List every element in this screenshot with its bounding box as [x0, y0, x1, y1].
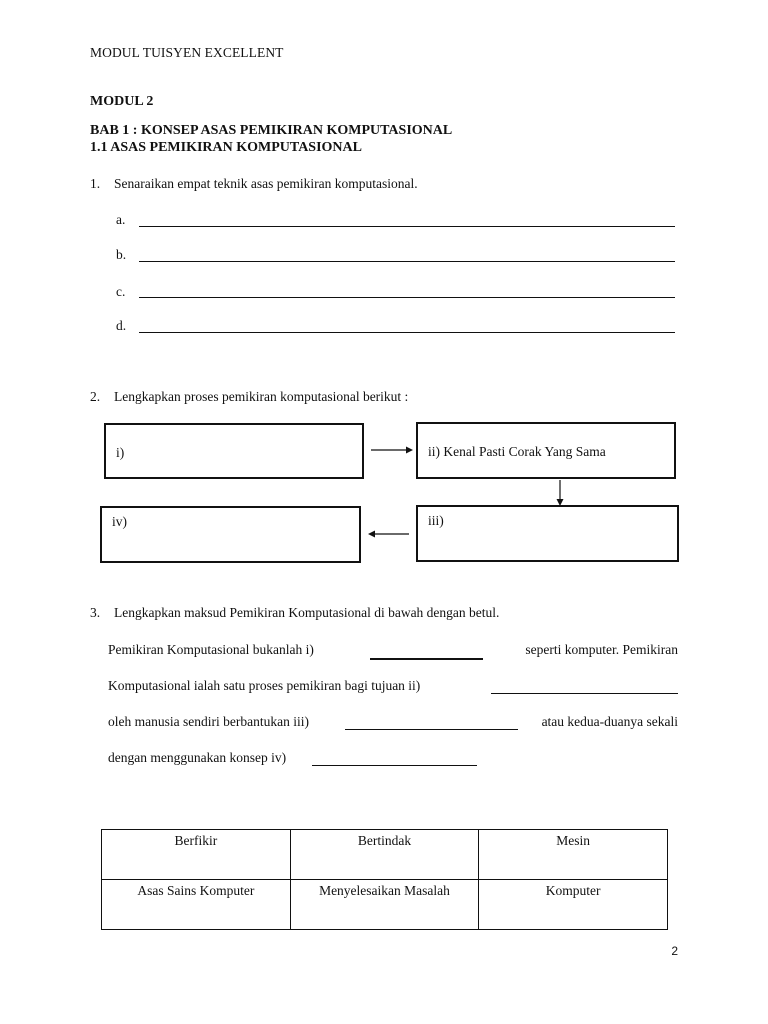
q1-text: Senaraikan empat teknik asas pemikiran komputasional. [114, 176, 418, 191]
q1-item-b-label: b. [116, 247, 127, 262]
chapter-title: BAB 1 : KONSEP ASAS PEMIKIRAN KOMPUTASIONAL [90, 123, 453, 138]
q3-blank-iv[interactable] [312, 753, 477, 766]
module-title: MODUL 2 [90, 94, 154, 109]
q3-line4-part1: dengan menggunakan konsep iv) [108, 750, 287, 765]
word-bank-table [101, 829, 668, 930]
q3-text: Lengkapkan maksud Pemikiran Komputasional di bawah dengan betul. [114, 605, 500, 620]
process-box-4-label: iv) [112, 514, 127, 529]
arrow-right-icon [371, 447, 413, 454]
q3-blank-ii[interactable] [491, 681, 678, 694]
q3-number: 3. [90, 605, 101, 620]
page-number: 2 [671, 944, 678, 958]
table-cell: Bertindak [290, 830, 479, 880]
q3-paragraph [108, 642, 678, 772]
q1-number: 1. [90, 176, 101, 191]
running-header: MODUL TUISYEN EXCELLENT [90, 45, 284, 60]
q1-item-c-label: c. [116, 284, 126, 299]
table-cell: Mesin [479, 830, 668, 880]
process-box-3-label: iii) [428, 513, 444, 528]
table-cell: Berfikir [102, 830, 291, 880]
arrow-left-icon [368, 531, 409, 538]
process-box-2-label: ii) Kenal Pasti Corak Yang Sama [428, 444, 606, 459]
table-cell: Menyelesaikan Masalah [290, 880, 479, 930]
q3-line2-part1: Komputasional ialah satu proses pemikiran bagi tujuan ii) [108, 678, 421, 693]
q2-text: Lengkapkan proses pemikiran komputasional berikut : [114, 389, 409, 404]
q3-line3-part1: oleh manusia sendiri berbantukan iii) [108, 714, 309, 729]
q3-line1-part2: seperti komputer. Pemikiran [525, 642, 678, 657]
section-title: 1.1 ASAS PEMIKIRAN KOMPUTASIONAL [90, 140, 362, 155]
q1-item-d-label: d. [116, 318, 127, 333]
process-box-1-label: i) [116, 445, 125, 460]
table-row [102, 830, 668, 880]
q3-blank-i[interactable] [370, 646, 483, 660]
q3-line3-part2: atau kedua-duanya sekali [541, 714, 678, 729]
q3-blank-iii[interactable] [345, 717, 518, 730]
q1-item-a-label: a. [116, 212, 126, 227]
table-cell: Komputer [479, 880, 668, 930]
table-row [102, 880, 668, 930]
table-cell: Asas Sains Komputer [102, 880, 291, 930]
q2-number: 2. [90, 389, 101, 404]
q3-line1-part1: Pemikiran Komputasional bukanlah i) [108, 642, 314, 657]
arrow-down-icon [557, 480, 564, 506]
